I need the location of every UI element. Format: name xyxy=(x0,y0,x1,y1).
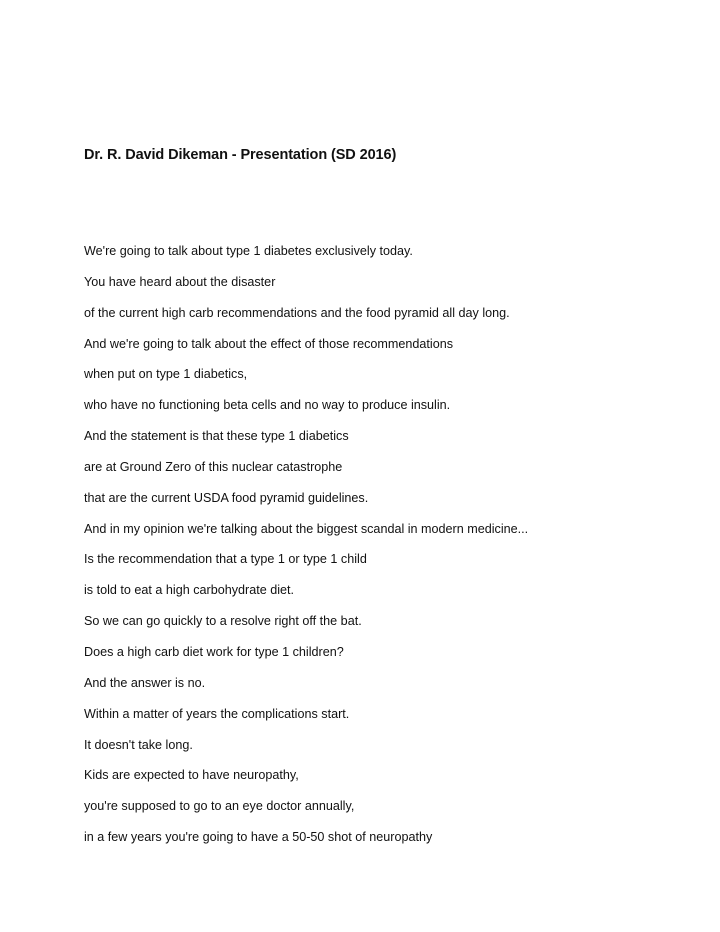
transcript-line: And we're going to talk about the effect of those recommendations xyxy=(84,336,454,351)
transcript-line: And the statement is that these type 1 diabetics xyxy=(84,429,349,444)
transcript-line: that are the current USDA food pyramid guidelines. xyxy=(84,490,369,505)
transcript-line: when put on type 1 diabetics, xyxy=(84,367,248,382)
document-title: Dr. R. David Dikeman - Presentation (SD 2016) xyxy=(84,147,397,163)
transcript-line: are at Ground Zero of this nuclear catastrophe xyxy=(84,459,343,474)
transcript-line: you're supposed to go to an eye doctor annually, xyxy=(84,799,355,814)
transcript-line: in a few years you're going to have a 50-50 shot of neuropathy xyxy=(84,830,433,845)
transcript-line: Does a high carb diet work for type 1 children? xyxy=(84,644,344,659)
transcript-line: And in my opinion we're talking about the biggest scandal in modern medicine... xyxy=(84,521,529,536)
transcript-lines xyxy=(84,242,528,859)
transcript-line: Kids are expected to have neuropathy, xyxy=(84,768,299,783)
transcript-line: And the answer is no. xyxy=(84,675,206,690)
transcript-line: of the current high carb recommendations and the food pyramid all day long. xyxy=(84,305,510,320)
transcript-line: who have no functioning beta cells and no way to produce insulin. xyxy=(84,398,451,413)
transcript-line: Within a matter of years the complications start. xyxy=(84,706,350,721)
transcript-line: It doesn't take long. xyxy=(84,737,193,752)
transcript-line: So we can go quickly to a resolve right off the bat. xyxy=(84,614,362,629)
transcript-line: Is the recommendation that a type 1 or type 1 child xyxy=(84,552,367,567)
transcript-line: We're going to talk about type 1 diabetes exclusively today. xyxy=(84,244,413,258)
transcript-line: You have heard about the disaster xyxy=(84,274,276,289)
transcript-line: is told to eat a high carbohydrate diet. xyxy=(84,583,295,598)
